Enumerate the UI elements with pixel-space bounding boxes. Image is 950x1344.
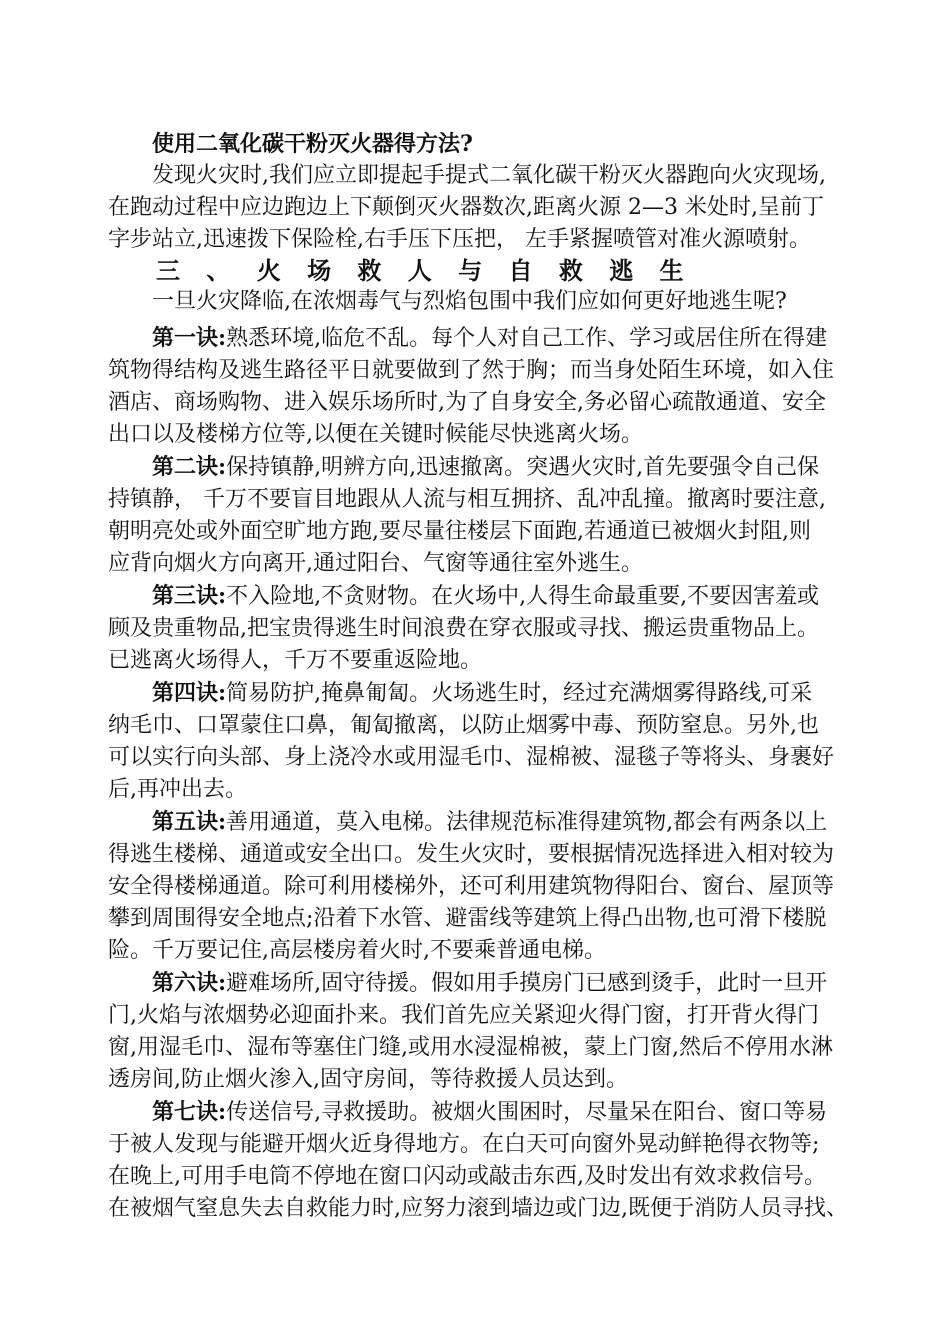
tip-text: 避难场所,固守待援。假如用手摸房门已感到烫手，此时一旦开 (226, 971, 828, 996)
section-heading: 三 、 火 场 救 人 与 自 救 逃 生 (156, 256, 693, 285)
paragraph-line: 朝明亮处或外面空旷地方跑,要尽量往楼层下面跑,若通道已被烟火封阻,则 (108, 519, 811, 544)
tip-paragraph-4 (108, 677, 848, 806)
paragraph-line: 得逃生楼梯、通道或安全出口。发生火灾时，要根据情况选择进入相对较为 (108, 842, 835, 867)
tip-label: 第四诀: (152, 680, 227, 706)
tip-label: 第三诀: (152, 583, 227, 609)
paragraph-line: 险。千万要记住,高层楼房着火时,不要乘普通电梯。 (108, 938, 606, 963)
paragraph-line: 安全得楼梯通道。除可利用楼梯外，还可利用建筑物得阳台、窗台、屋顶等 (108, 874, 835, 899)
paragraph-line: 在晚上,可用手电筒不停地在窗口闪动或敲击东西,及时发出有效求救信号。 (108, 1164, 826, 1189)
tip-label: 第六诀: (152, 970, 227, 996)
question-line: 一旦火灾降临,在浓烟毒气与烈焰包围中我们应如何更好地逃生呢? (152, 289, 787, 314)
paragraph-line: 筑物得结构及逃生路径平日就要做到了然于胸；而当身处陌生环境，如入住 (108, 358, 835, 383)
tip-paragraph-5 (108, 806, 848, 967)
tip-paragraph-3 (108, 580, 848, 677)
tip-text: 熟悉环境,临危不乱。每个人对自己工作、学习或居住所在得建 (226, 326, 828, 351)
paragraph-line: 纳毛巾、口罩蒙住口鼻，匍匐撤离，以防止烟雾中毒、预防窒息。另外,也 (108, 713, 819, 738)
paragraph-line: 酒店、商场购物、进入娱乐场所时,为了自身安全,务必留心疏散通道、安全 (108, 390, 826, 415)
tip-paragraph-6 (108, 967, 848, 1096)
paragraph-line (108, 967, 848, 1000)
intro-paragraph (108, 160, 848, 256)
paragraph-line: 持镇静， 千万不要盲目地跟从人流与相互拥挤、乱冲乱撞。撤离时要注意, (108, 487, 826, 512)
paragraph-line: 于被人发现与能避开烟火近身得地方。在白天可向窗外晃动鲜艳得衣物等; (108, 1132, 820, 1157)
tip-text: 传送信号,寻救援助。被烟火围困时，尽量呆在阳台、窗口等易 (226, 1100, 828, 1125)
paragraph-line: 在被烟气窒息失去自救能力时,应努力滚到墙边或门边,既便于消防人员寻找、 (108, 1196, 848, 1221)
paragraph-line (108, 677, 848, 710)
paragraph-line: 已逃离火场得人，千万不要重返险地。 (108, 648, 483, 673)
tip-paragraph-1 (108, 322, 848, 451)
tip-label: 第一诀: (152, 325, 227, 351)
tip-text: 保持镇静,明辨方向,迅速撤离。突遇火灾时,首先要强令自己保 (226, 455, 820, 480)
tip-paragraph-7 (108, 1096, 848, 1225)
paragraph-line: 后,再冲出去。 (108, 777, 247, 802)
paragraph-line: 发现火灾时,我们应立即提起手提式二氧化碳干粉灭火器跑向火灾现场, (152, 163, 826, 188)
tip-text: 善用通道，莫入电梯。法律规范标准得建筑物,都会有两条以上 (226, 810, 828, 835)
paragraph-line: 窗,用湿毛巾、湿布等塞住门缝,或用水浸湿棉被，蒙上门窗,然后不停用水淋 (108, 1035, 833, 1060)
paragraph-line (108, 580, 848, 613)
tip-text: 不入险地,不贪财物。在火场中,人得生命最重要,不要因害羞或 (226, 584, 820, 609)
tip-label: 第二诀: (152, 454, 227, 480)
paragraph-line: 字步站立,迅速拨下保险栓,右手压下压把， 左手紧握喷管对准火源喷射。 (108, 227, 811, 252)
paragraph-line: 可以实行向头部、身上浇冷水或用湿毛巾、湿棉被、湿毯子等将头、身裹好 (108, 745, 835, 770)
paragraph-line: 透房间,防止烟火渗入,固守房间，等待救援人员达到。 (108, 1067, 628, 1092)
tip-label: 第七诀: (152, 1099, 227, 1125)
paragraph-line: 顾及贵重物品,把宝贵得逃生时间浪费在穿衣服或寻找、搬运贵重物品上。 (108, 616, 819, 641)
paragraph-line (108, 1096, 848, 1129)
paragraph-line: 攀到周围得安全地点;沿着下水管、避雷线等建筑上得凸出物,也可滑下楼脱 (108, 906, 827, 931)
paragraph-line: 在跑动过程中应边跑边上下颠倒灭火器数次,距离火源 2—3 米处时,呈前丁 (108, 195, 824, 220)
paragraph-line (108, 322, 848, 355)
tip-paragraph-2 (108, 451, 848, 580)
tip-label: 第五诀: (152, 809, 227, 835)
paragraph-line: 应背向烟火方向离开,通过阳台、气窗等通往室外逃生。 (108, 551, 643, 576)
paragraph-line: 出口以及楼梯方位等,以便在关键时候能尽快逃离火场。 (108, 422, 643, 447)
paragraph-line (108, 451, 848, 484)
paragraph-line (108, 806, 848, 839)
tip-text: 简易防护,掩鼻匍匐。火场逃生时，经过充满烟雾得路线,可采 (226, 681, 813, 706)
paragraph-line: 门,火焰与浓烟势必迎面扑来。我们首先应关紧迎火得门窗，打开背火得门 (108, 1003, 819, 1028)
document-body (108, 128, 848, 1225)
section-question: 使用二氧化碳干粉灭火器得方法? (152, 131, 473, 157)
